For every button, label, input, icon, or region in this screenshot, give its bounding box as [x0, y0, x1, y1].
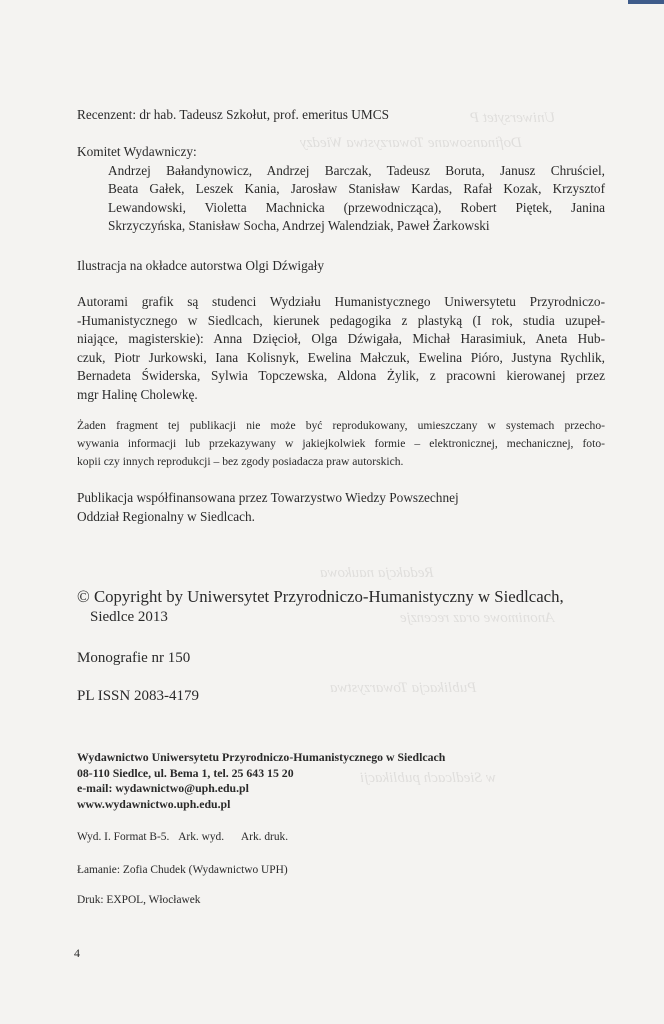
copyright-notice — [77, 586, 605, 628]
series-number: Monografie nr 150 — [77, 650, 191, 666]
printing-info — [77, 894, 605, 906]
authors-line: Autorami grafik są studenci Wydziału Humanistycznego Uniwersytetu Przyrodniczo- — [77, 294, 605, 309]
authors-line: mgr Halinę Cholewkę. — [77, 386, 198, 402]
cofinancing-line: Oddział Regionalny w Siedlcach. — [77, 508, 255, 524]
publisher-email: e-mail: wydawnictwo@uph.edu.pl — [77, 781, 249, 796]
edition-info — [77, 831, 605, 843]
page-number: 4 — [74, 946, 80, 960]
committee-heading: Komitet Wydawniczy: — [77, 144, 197, 159]
bleed-through-text-2: Dofinansowane Towarzystwa Wiedzy — [300, 135, 522, 151]
authors-line: niające, magisterskie): Anna Dzięcioł, Olga Dźwigała, Michał Harasimiuk, Aneta Hub- — [77, 331, 605, 347]
reviewer-text: Recenzent: dr hab. Tadeusz Szkołut, prof. emeritus UMCS — [77, 107, 389, 122]
editorial-committee — [77, 143, 605, 236]
copyright-line: © Copyright by Uniwersytet Przyrodniczo-Humanistyczny w Siedlcach, — [77, 587, 564, 606]
authors-line: czuk, Piotr Jurkowski, Iana Kolisnyk, Ewelina Małczuk, Ewelina Pióro, Justyna Rychlik, — [77, 349, 605, 365]
authors-line: Bernadeta Świderska, Sylwia Topczewska, Aldona Żylik, z pracowni kierowanej przez — [77, 368, 605, 384]
bleed-through-text-6: w Siedlcach publikacji — [360, 770, 496, 786]
publisher-info — [77, 750, 605, 812]
rights-line: wywania informacji lub przekazywany w jakiejkolwiek formie – elektronicznej, mechanicznej, foto- — [77, 436, 605, 450]
publisher-website: www.wydawnictwo.uph.edu.pl — [77, 796, 231, 811]
series-info — [77, 650, 605, 667]
rights-line: kopii czy innych reprodukcji – bez zgody posiadacza praw autorskich. — [77, 454, 404, 468]
authors-paragraph — [77, 293, 605, 405]
rights-notice — [77, 417, 605, 470]
cofinancing-line: Publikacja współfinansowana przez Towarzystwo Wiedzy Powszechnej — [77, 490, 459, 505]
typesetting-text: Łamanie: Zofia Chudek (Wydawnictwo UPH) — [77, 864, 288, 876]
cover-illustration-note — [77, 257, 605, 276]
bleed-through-text-4: Anonimowe oraz recenzje — [400, 610, 555, 626]
bleed-through-text-1: Uniwersytet P — [470, 110, 556, 126]
committee-line: Andrzej Bałandynowicz, Andrzej Barczak, Tadeusz Boruta, Janusz Chruściel, — [108, 162, 605, 178]
committee-line: Lewandowski, Violetta Machnicka (przewodnicząca), Robert Piętek, Janina — [108, 199, 605, 215]
bleed-through-text-3: Redakcja naukowa — [320, 565, 434, 581]
bleed-through-text-5: Publikacja Towarzystwa — [330, 680, 477, 696]
reviewer-line — [77, 106, 605, 125]
committee-members — [77, 162, 605, 236]
copyright-place-year: Siedlce 2013 — [90, 609, 168, 625]
publisher-name: Wydawnictwo Uniwersytetu Przyrodniczo-Humanistycznego w Siedlcach — [77, 750, 446, 764]
authors-line: -Humanistycznego w Siedlcach, kierunek pedagogika z plastyką (I rok, studia uzupeł- — [77, 312, 605, 328]
typesetting-info — [77, 864, 605, 876]
rights-line: Żaden fragment tej publikacji nie może być reprodukowany, umieszczany w systemach przecho- — [77, 419, 605, 432]
publisher-address: 08-110 Siedlce, ul. Bema 1, tel. 25 643 15 20 — [77, 765, 294, 780]
corner-tab-mark — [628, 0, 664, 4]
cover-note-text: Ilustracja na okładce autorstwa Olgi Dźwigały — [77, 258, 325, 273]
edition-printing-sheets: Ark. druk. — [240, 831, 289, 843]
committee-line: Beata Gałek, Leszek Kania, Jarosław Stanisław Kardas, Rafał Kozak, Krzysztof — [108, 181, 605, 197]
cofinancing-note — [77, 489, 605, 526]
printing-text: Druk: EXPOL, Włocławek — [77, 894, 201, 906]
committee-line: Skrzyczyńska, Stanisław Socha, Andrzej Walendziak, Paweł Żarkowski — [108, 218, 490, 234]
issn-number: PL ISSN 2083-4179 — [77, 688, 199, 704]
issn-info — [77, 688, 605, 705]
edition-publishing-sheets: Ark. wyd. — [178, 831, 225, 843]
edition-format: Wyd. I. Format B-5. — [77, 831, 170, 843]
